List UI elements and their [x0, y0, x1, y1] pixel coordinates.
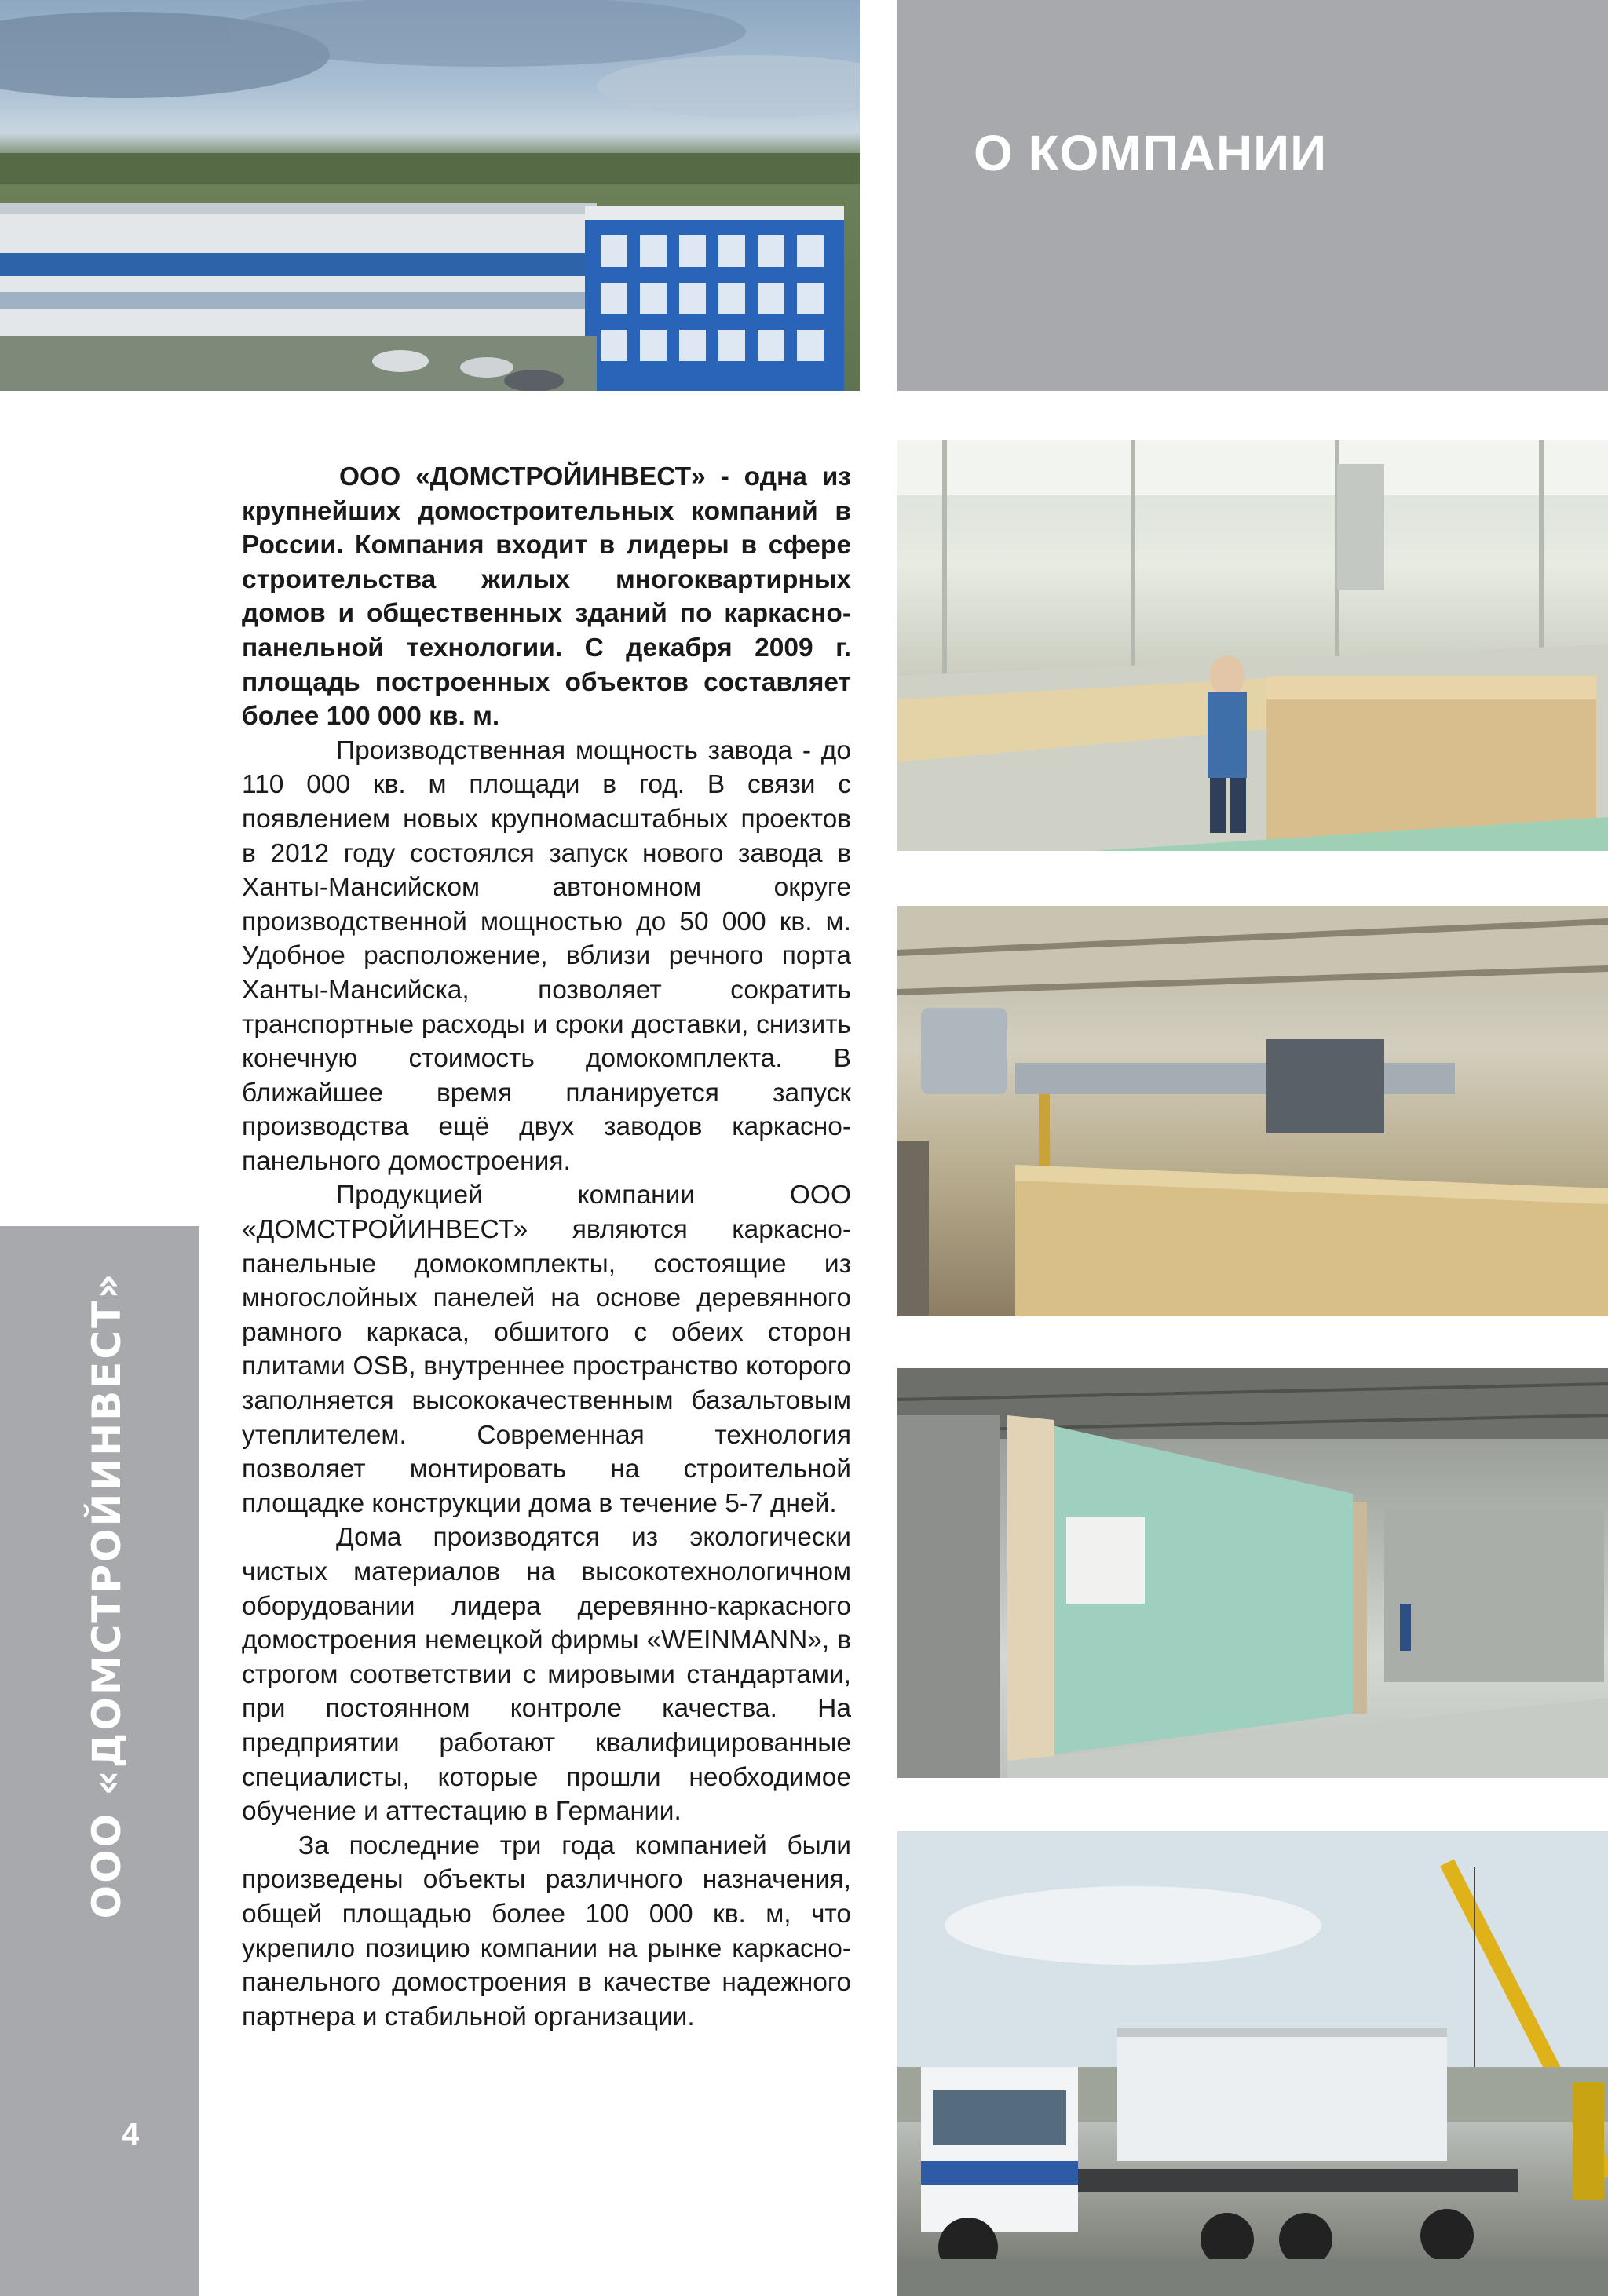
company-name-vertical: ООО «ДОМСТРОЙИНВЕСТ» — [84, 1271, 130, 1919]
panel-assembly-line-photo — [897, 440, 1608, 851]
finished-wall-panels-photo — [897, 1368, 1608, 1778]
machinery-illustration — [897, 906, 1608, 1316]
factory-exterior-photo — [0, 0, 860, 391]
page-title: О КОМПАНИИ — [974, 125, 1328, 181]
paragraph-materials: Дома производятся из экологически чистых материалов на высокотехнологичном оборудовании лидера деревянно-каркасного домостроения немецкой фирмы «WEINMANN», в строгом соответствии с мировыми стандартами, при постоянном контроле качества. На предприятии работают квалифицированные специалисты, которые прошли необходимое обучение и аттестацию в Германии. — [242, 1523, 851, 1827]
paragraph-products: Продукцией компании ООО «ДОМСТРОЙИНВЕСТ» являются каркасно-панельные домокомплекты, состоящие из многослойных панелей на основе деревянного рамного каркаса, обшитого с обеих сторон плитами OSB, внутреннее пространство которого заполняется высококачественным базальтовым утеплителем. Современная технология позволяет монтировать на строительной площадке конструкции дома в течение 5-7 дней. — [242, 1181, 851, 1518]
wall-panels-illustration — [897, 1368, 1608, 1778]
article-body — [242, 460, 851, 2034]
truck-loading-photo — [897, 1831, 1608, 2296]
page-number: 4 — [122, 2117, 140, 2152]
lead-paragraph: ООО «ДОМСТРОЙИНВЕСТ» - одна из крупнейших домостроительных компаний в России. Компания входит в лидеры в сфере строительства жилых многоквартирных домов и общественных зданий по каркасно-панельной технологии. С декабря 2009 г. площадь построенных объектов составляет более 100 000 кв. м. — [242, 462, 851, 732]
paragraph-capacity: Производственная мощность завода - до 110 000 кв. м площади в год. В связи с появлением новых крупномасштабных проектов в 2012 году состоялся запуск нового завода в Ханты-Мансийском автономном округе производственной мощностью до 50 000 кв. м. Удобное расположение, вблизи речного порта Ханты-Мансийска, позволяет сократить транспортные расходы и сроки доставки, снизить конечную стоимость домокомплекта. В ближайшее время планируется запуск производства ещё двух заводов каркасно-панельного домостроения. — [242, 736, 851, 1176]
title-band — [897, 0, 1608, 391]
factory-exterior-illustration — [0, 0, 860, 391]
paragraph-results: За последние три года компанией были произведены объекты различного назначения, общей площадью более 100 000 кв. м, что укрепило позицию компании на рынке каркасно-панельного домостроения в качестве надежного партнера и стабильной организации. — [242, 1831, 851, 2031]
panel-production-machinery-photo — [897, 906, 1608, 1316]
truck-crane-illustration — [897, 1831, 1608, 2296]
side-band — [0, 1226, 199, 2296]
assembly-line-illustration — [897, 440, 1608, 851]
